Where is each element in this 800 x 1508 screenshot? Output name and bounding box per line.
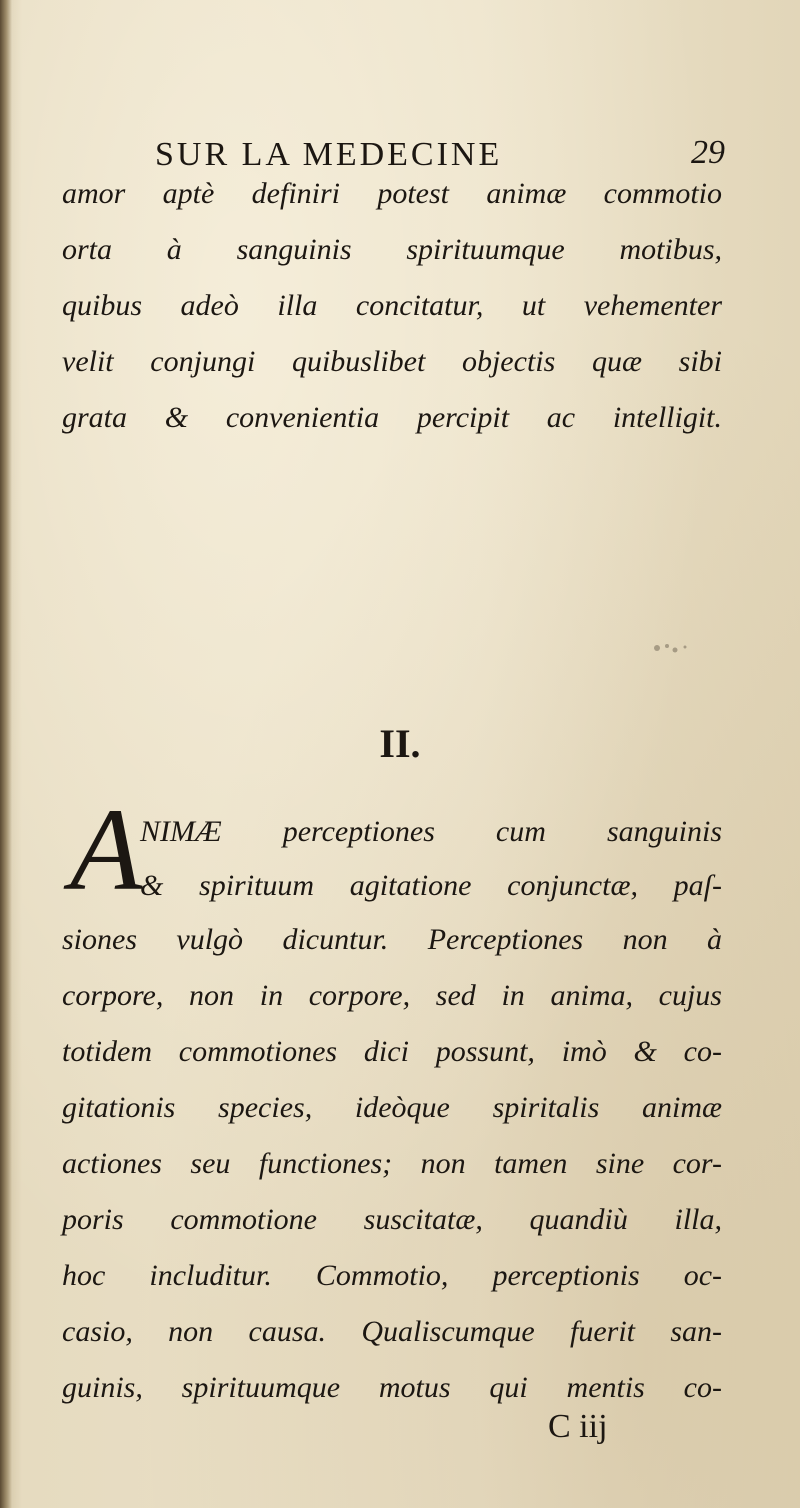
page-number: 29 xyxy=(691,134,725,171)
text-line: orta à sanguinis spirituumque motibus, xyxy=(62,233,722,266)
text-line: casio, non causa. Qualiscumque fuerit san- xyxy=(62,1315,722,1348)
text-line: quibus adeò illa concitatur, ut vehementer xyxy=(62,289,722,322)
drop-cap: A xyxy=(70,784,143,915)
running-title: SUR LA MEDECINE xyxy=(155,136,503,173)
signature-mark: C iij xyxy=(548,1408,608,1445)
text-line: siones vulgò dicuntur. Perceptiones non à xyxy=(62,923,722,956)
text-line: velit conjungi quibuslibet objectis quæ sibi xyxy=(62,345,722,378)
text-line: guinis, spirituumque motus qui mentis co- xyxy=(62,1371,722,1404)
text-line: corpore, non in corpore, sed in anima, cujus xyxy=(62,979,722,1012)
text-line: & spirituum agitatione conjunctæ, paſ- xyxy=(140,869,722,902)
text-line: totidem commotiones dici possunt, imò & co- xyxy=(62,1035,722,1068)
text-line: grata & convenientia percipit ac intelligit. xyxy=(62,401,722,434)
text-line: hoc includitur. Commotio, perceptionis oc- xyxy=(62,1259,722,1292)
text-line: gitationis species, ideòque spiritalis animæ xyxy=(62,1091,722,1124)
section-number: II. xyxy=(379,721,421,766)
text-line: amor aptè definiri potest animæ commotio xyxy=(62,177,722,210)
text-line: actiones seu functiones; non tamen sine cor- xyxy=(62,1147,722,1180)
text-line: poris commotione suscitatæ, quandiù illa, xyxy=(62,1203,722,1236)
text-line: NIMÆ perceptiones cum sanguinis xyxy=(140,815,722,848)
ink-blot-ornament xyxy=(645,638,705,658)
